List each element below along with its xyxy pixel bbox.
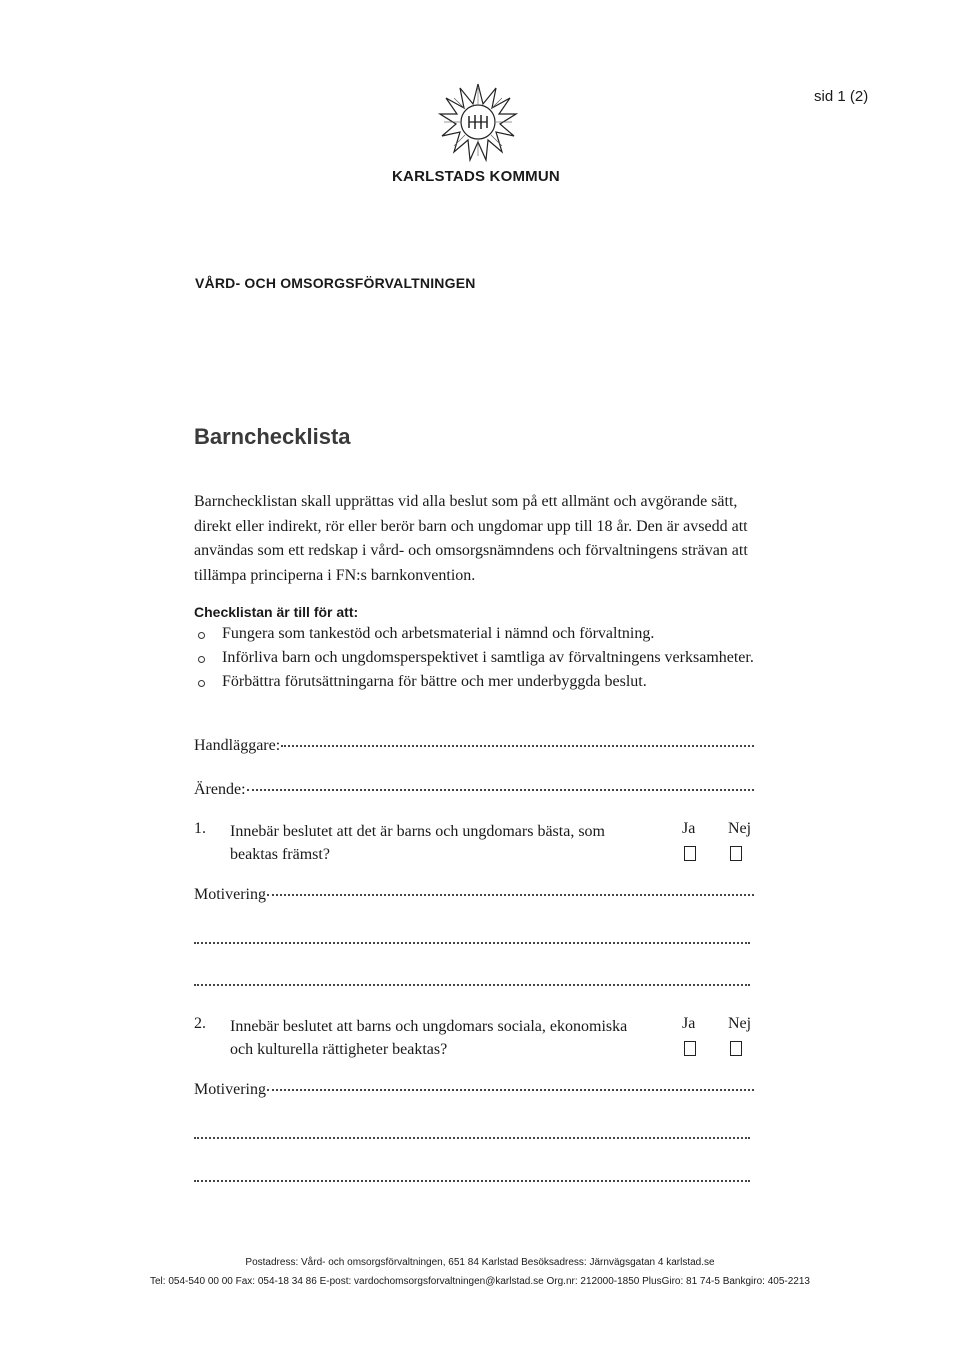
question-2-yes-checkbox[interactable] [684, 1041, 696, 1056]
question-1-yes-label: Ja [682, 820, 696, 837]
sun-emblem-icon [438, 82, 518, 162]
question-1-motivation-field[interactable] [194, 886, 754, 904]
question-2-no-checkbox[interactable] [730, 1041, 742, 1056]
checklist-heading: Checklistan är till för att: [194, 604, 359, 620]
arende-label: Ärende: [194, 781, 246, 798]
question-2-no-label: Nej [728, 1015, 752, 1032]
question-1-motivation-line-2[interactable] [194, 942, 750, 944]
checklist [194, 622, 754, 694]
question-1-motivation-label: Motivering [194, 886, 266, 903]
handlaggare-label: Handläggare: [194, 737, 281, 754]
question-1-yes-checkbox[interactable] [684, 846, 696, 861]
handlaggare-field[interactable] [194, 737, 754, 755]
handlaggare-dotted-line[interactable] [281, 745, 754, 747]
arende-field[interactable] [194, 781, 754, 799]
list-item: Införliva barn och ungdomsperspektivet i samtliga av förvaltningens verksamheter. [194, 646, 754, 670]
question-2-motivation-line[interactable] [267, 1089, 754, 1091]
footer-contact: Tel: 054-540 00 00 Fax: 054-18 34 86 E-post: vardochomsorgsforvaltningen@karlstad.se Org.nr: 212000-1850 PlusGiro: 81 74-5 Bankgiro: 405-2213 [150, 1276, 810, 1287]
organization-name: KARLSTADS KOMMUN [392, 168, 560, 185]
question-2-motivation-line-3[interactable] [194, 1180, 750, 1182]
department-name: VÅRD- OCH OMSORGSFÖRVALTNINGEN [195, 275, 476, 291]
question-1-motivation-line-3[interactable] [194, 984, 750, 986]
question-1-text: Innebär beslutet att det är barns och ungdomars bästa, som beaktas främst? [230, 823, 605, 863]
list-item: Förbättra förutsättningarna för bättre och mer underbyggda beslut. [194, 670, 754, 694]
question-2-motivation-line-2[interactable] [194, 1137, 750, 1139]
question-2-text: Innebär beslutet att barns och ungdomars sociala, ekonomiska och kulturella rättigheter beaktas? [230, 1018, 628, 1058]
question-2-number: 2. [194, 1015, 206, 1032]
question-1-no-label: Nej [728, 820, 752, 837]
question-1-motivation-line[interactable] [267, 894, 754, 896]
question-1-no-checkbox[interactable] [730, 846, 742, 861]
document-title: Barnchecklista [194, 424, 351, 449]
question-2-motivation-label: Motivering [194, 1081, 266, 1098]
intro-paragraph: Barnchecklistan skall upprättas vid alla beslut som på ett allmänt och avgörande sätt, direkt eller indirekt, rör eller berör barn och ungdomar upp till 18 år. Den är avsedd att användas som ett redskap i vård- och omsorgsnämndens och förvaltningens strävan att tillämpa principerna i FN:s barnkonvention. [194, 493, 748, 584]
question-2-yes-label: Ja [682, 1015, 696, 1032]
arende-dotted-line[interactable] [247, 789, 754, 791]
footer-address: Postadress: Vård- och omsorgsförvaltningen, 651 84 Karlstad Besöksadress: Järnvägsgatan 4 karlstad.se [245, 1257, 715, 1268]
question-2-motivation-field[interactable] [194, 1081, 754, 1099]
list-item: Fungera som tankestöd och arbetsmaterial i nämnd och förvaltning. [194, 622, 754, 646]
question-1-number: 1. [194, 820, 206, 837]
page-number: sid 1 (2) [814, 88, 869, 105]
